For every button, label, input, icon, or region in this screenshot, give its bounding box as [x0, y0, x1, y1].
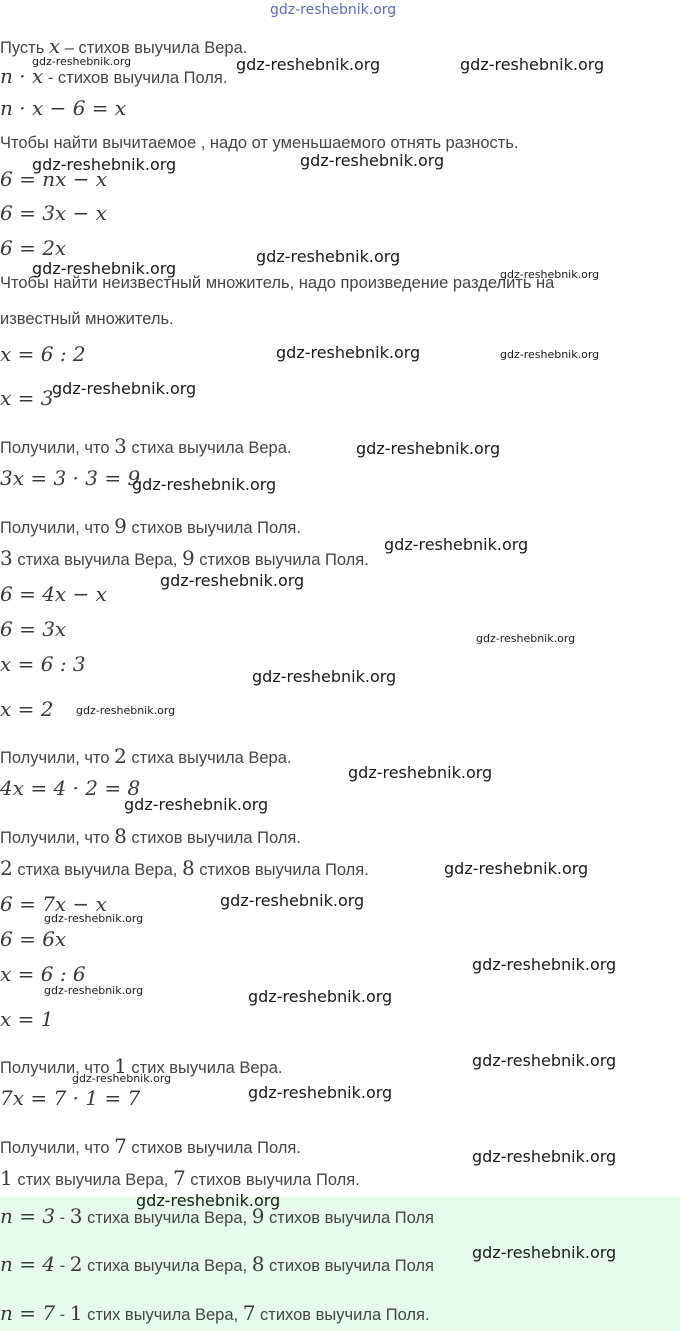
- math: 3: [0, 546, 13, 570]
- math: 1: [114, 1054, 127, 1078]
- math: x: [48, 34, 61, 58]
- watermark: gdz-reshebnik.org: [472, 1243, 617, 1262]
- math: 6 = 3x − x: [0, 201, 107, 225]
- text: стиха выучила Вера.: [126, 439, 292, 457]
- math: 2: [114, 744, 127, 768]
- text: стихов выучила Поля.: [255, 1306, 430, 1324]
- text: Получили, что: [0, 1059, 115, 1077]
- equation: [0, 466, 140, 490]
- rule-factor: [0, 310, 174, 329]
- watermark: gdz-reshebnik.org: [500, 268, 600, 281]
- text: -: [55, 1209, 70, 1227]
- math: n · x: [0, 64, 44, 88]
- text: - стихов выучила Поля.: [43, 69, 228, 87]
- math: x = 6 : 6: [0, 962, 86, 986]
- equation: [0, 342, 86, 366]
- math: 2: [0, 856, 13, 880]
- math: 6 = 2x: [0, 236, 67, 260]
- math: 7: [242, 1301, 256, 1325]
- math: 2: [69, 1252, 83, 1276]
- watermark: gdz-reshebnik.org: [124, 795, 269, 814]
- watermark: gdz-reshebnik.org: [248, 987, 393, 1006]
- watermark: gdz-reshebnik.org: [44, 984, 144, 997]
- math: 8: [251, 1252, 265, 1276]
- watermark: gdz-reshebnik.org: [472, 1147, 617, 1166]
- watermark: gdz-reshebnik.org: [476, 632, 576, 645]
- text: стихов выучила Поля.: [185, 1171, 360, 1189]
- text: Получили, что: [0, 439, 115, 457]
- math: 6 = 3x: [0, 617, 67, 641]
- equation: [0, 1007, 53, 1031]
- math: x = 1: [0, 1007, 54, 1031]
- result-line: [0, 824, 301, 848]
- watermark: gdz-reshebnik.org: [276, 343, 421, 362]
- text: -: [55, 1306, 70, 1324]
- watermark: gdz-reshebnik.org: [256, 247, 401, 266]
- equation: [0, 617, 66, 641]
- text: стиха выучила Вера,: [82, 1209, 252, 1227]
- math: 7x = 7 · 1 = 7: [0, 1086, 141, 1110]
- math: 7: [172, 1166, 186, 1190]
- watermark: gdz-reshebnik.org: [472, 1051, 617, 1070]
- math: 3: [69, 1204, 83, 1228]
- watermark: gdz-reshebnik.org: [236, 55, 381, 74]
- math: 3x = 3 · 3 = 9: [0, 466, 141, 490]
- text: Пусть: [0, 39, 49, 57]
- text: стих выучила Вера,: [12, 1171, 173, 1189]
- equation: [0, 962, 86, 986]
- text: стиха выучила Вера.: [126, 749, 292, 767]
- watermark: gdz-reshebnik.org: [384, 535, 529, 554]
- math: n = 7: [0, 1301, 56, 1325]
- text: -: [55, 1257, 70, 1275]
- equation: [0, 582, 107, 606]
- result-line: [0, 514, 301, 538]
- equation: [0, 652, 86, 676]
- result-line: [0, 434, 291, 458]
- math: x = 3: [0, 386, 54, 410]
- watermark: gdz-reshebnik.org: [248, 1083, 393, 1102]
- watermark: gdz-reshebnik.org: [270, 2, 397, 18]
- equation: [0, 1086, 140, 1110]
- math: 6 = 4x − x: [0, 582, 107, 606]
- math: 7: [114, 1134, 127, 1158]
- watermark: gdz-reshebnik.org: [444, 859, 589, 878]
- text: – стихов выучила Вера.: [60, 39, 248, 57]
- math: x = 2: [0, 697, 54, 721]
- equation: [0, 236, 66, 260]
- math: n = 4: [0, 1252, 56, 1276]
- summary-line: [0, 856, 369, 880]
- math: 8: [114, 824, 127, 848]
- math: x = 6 : 3: [0, 652, 86, 676]
- watermark: gdz-reshebnik.org: [72, 1072, 172, 1085]
- text: стихов выучила Поля.: [126, 519, 301, 537]
- watermark: gdz-reshebnik.org: [52, 379, 197, 398]
- equation: [0, 776, 140, 800]
- result-line: [0, 1134, 301, 1158]
- text: стиха выучила Вера,: [12, 861, 182, 879]
- watermark: gdz-reshebnik.org: [32, 259, 177, 278]
- text: стиха выучила Вера,: [82, 1257, 252, 1275]
- result-line: [0, 744, 291, 768]
- text: стихов выучила Поля.: [194, 551, 369, 569]
- answer-line: [0, 1252, 434, 1276]
- text: стихов выучила Поля.: [194, 861, 369, 879]
- math: 6 = 7x − x: [0, 892, 107, 916]
- watermark: gdz-reshebnik.org: [76, 704, 176, 717]
- watermark: gdz-reshebnik.org: [32, 55, 132, 68]
- math: 8: [181, 856, 195, 880]
- math: 9: [251, 1204, 265, 1228]
- summary-line: [0, 546, 369, 570]
- text: Чтобы найти вычитаемое , надо от уменьшаемого отнять разность.: [0, 134, 519, 152]
- math: 4x = 4 · 2 = 8: [0, 776, 141, 800]
- text: стихов выучила Поля.: [126, 829, 301, 847]
- text: стиха выучила Вера,: [12, 551, 182, 569]
- text: известный множитель.: [0, 310, 174, 328]
- math: 3: [114, 434, 127, 458]
- text: стих выучила Вера.: [126, 1059, 283, 1077]
- text: стихов выучила Поля: [264, 1257, 434, 1275]
- equation: [0, 201, 107, 225]
- text: стихов выучила Поля.: [126, 1139, 301, 1157]
- equation: [0, 96, 126, 120]
- watermark: gdz-reshebnik.org: [356, 439, 501, 458]
- text: Получили, что: [0, 749, 115, 767]
- math: 6 = 6x: [0, 927, 67, 951]
- watermark: gdz-reshebnik.org: [32, 155, 177, 174]
- text: Чтобы найти неизвестный множитель, надо произведение разделить на: [0, 274, 555, 292]
- math: 9: [181, 546, 195, 570]
- watermark: gdz-reshebnik.org: [500, 348, 600, 361]
- answer-line: [0, 1301, 430, 1325]
- summary-line: [0, 1166, 360, 1190]
- watermark: gdz-reshebnik.org: [132, 475, 277, 494]
- math: 9: [114, 514, 127, 538]
- math: x = 6 : 2: [0, 342, 86, 366]
- math: 1: [69, 1301, 83, 1325]
- text: Получили, что: [0, 1139, 115, 1157]
- equation: [0, 697, 53, 721]
- watermark: gdz-reshebnik.org: [300, 151, 445, 170]
- text: стихов выучила Поля: [264, 1209, 434, 1227]
- watermark: gdz-reshebnik.org: [44, 912, 144, 925]
- watermark: gdz-reshebnik.org: [348, 763, 493, 782]
- watermark: gdz-reshebnik.org: [136, 1191, 281, 1210]
- math: n · x − 6 = x: [0, 96, 127, 120]
- watermark: gdz-reshebnik.org: [220, 891, 365, 910]
- equation: [0, 927, 66, 951]
- watermark: gdz-reshebnik.org: [252, 667, 397, 686]
- equation: [0, 386, 53, 410]
- math: 1: [0, 1166, 13, 1190]
- text: Получили, что: [0, 829, 115, 847]
- text: Получили, что: [0, 519, 115, 537]
- math: 6 = nx − x: [0, 167, 108, 191]
- watermark: gdz-reshebnik.org: [160, 571, 305, 590]
- watermark: gdz-reshebnik.org: [472, 955, 617, 974]
- math: n = 3: [0, 1204, 56, 1228]
- text: стих выучила Вера,: [82, 1306, 243, 1324]
- watermark: gdz-reshebnik.org: [460, 55, 605, 74]
